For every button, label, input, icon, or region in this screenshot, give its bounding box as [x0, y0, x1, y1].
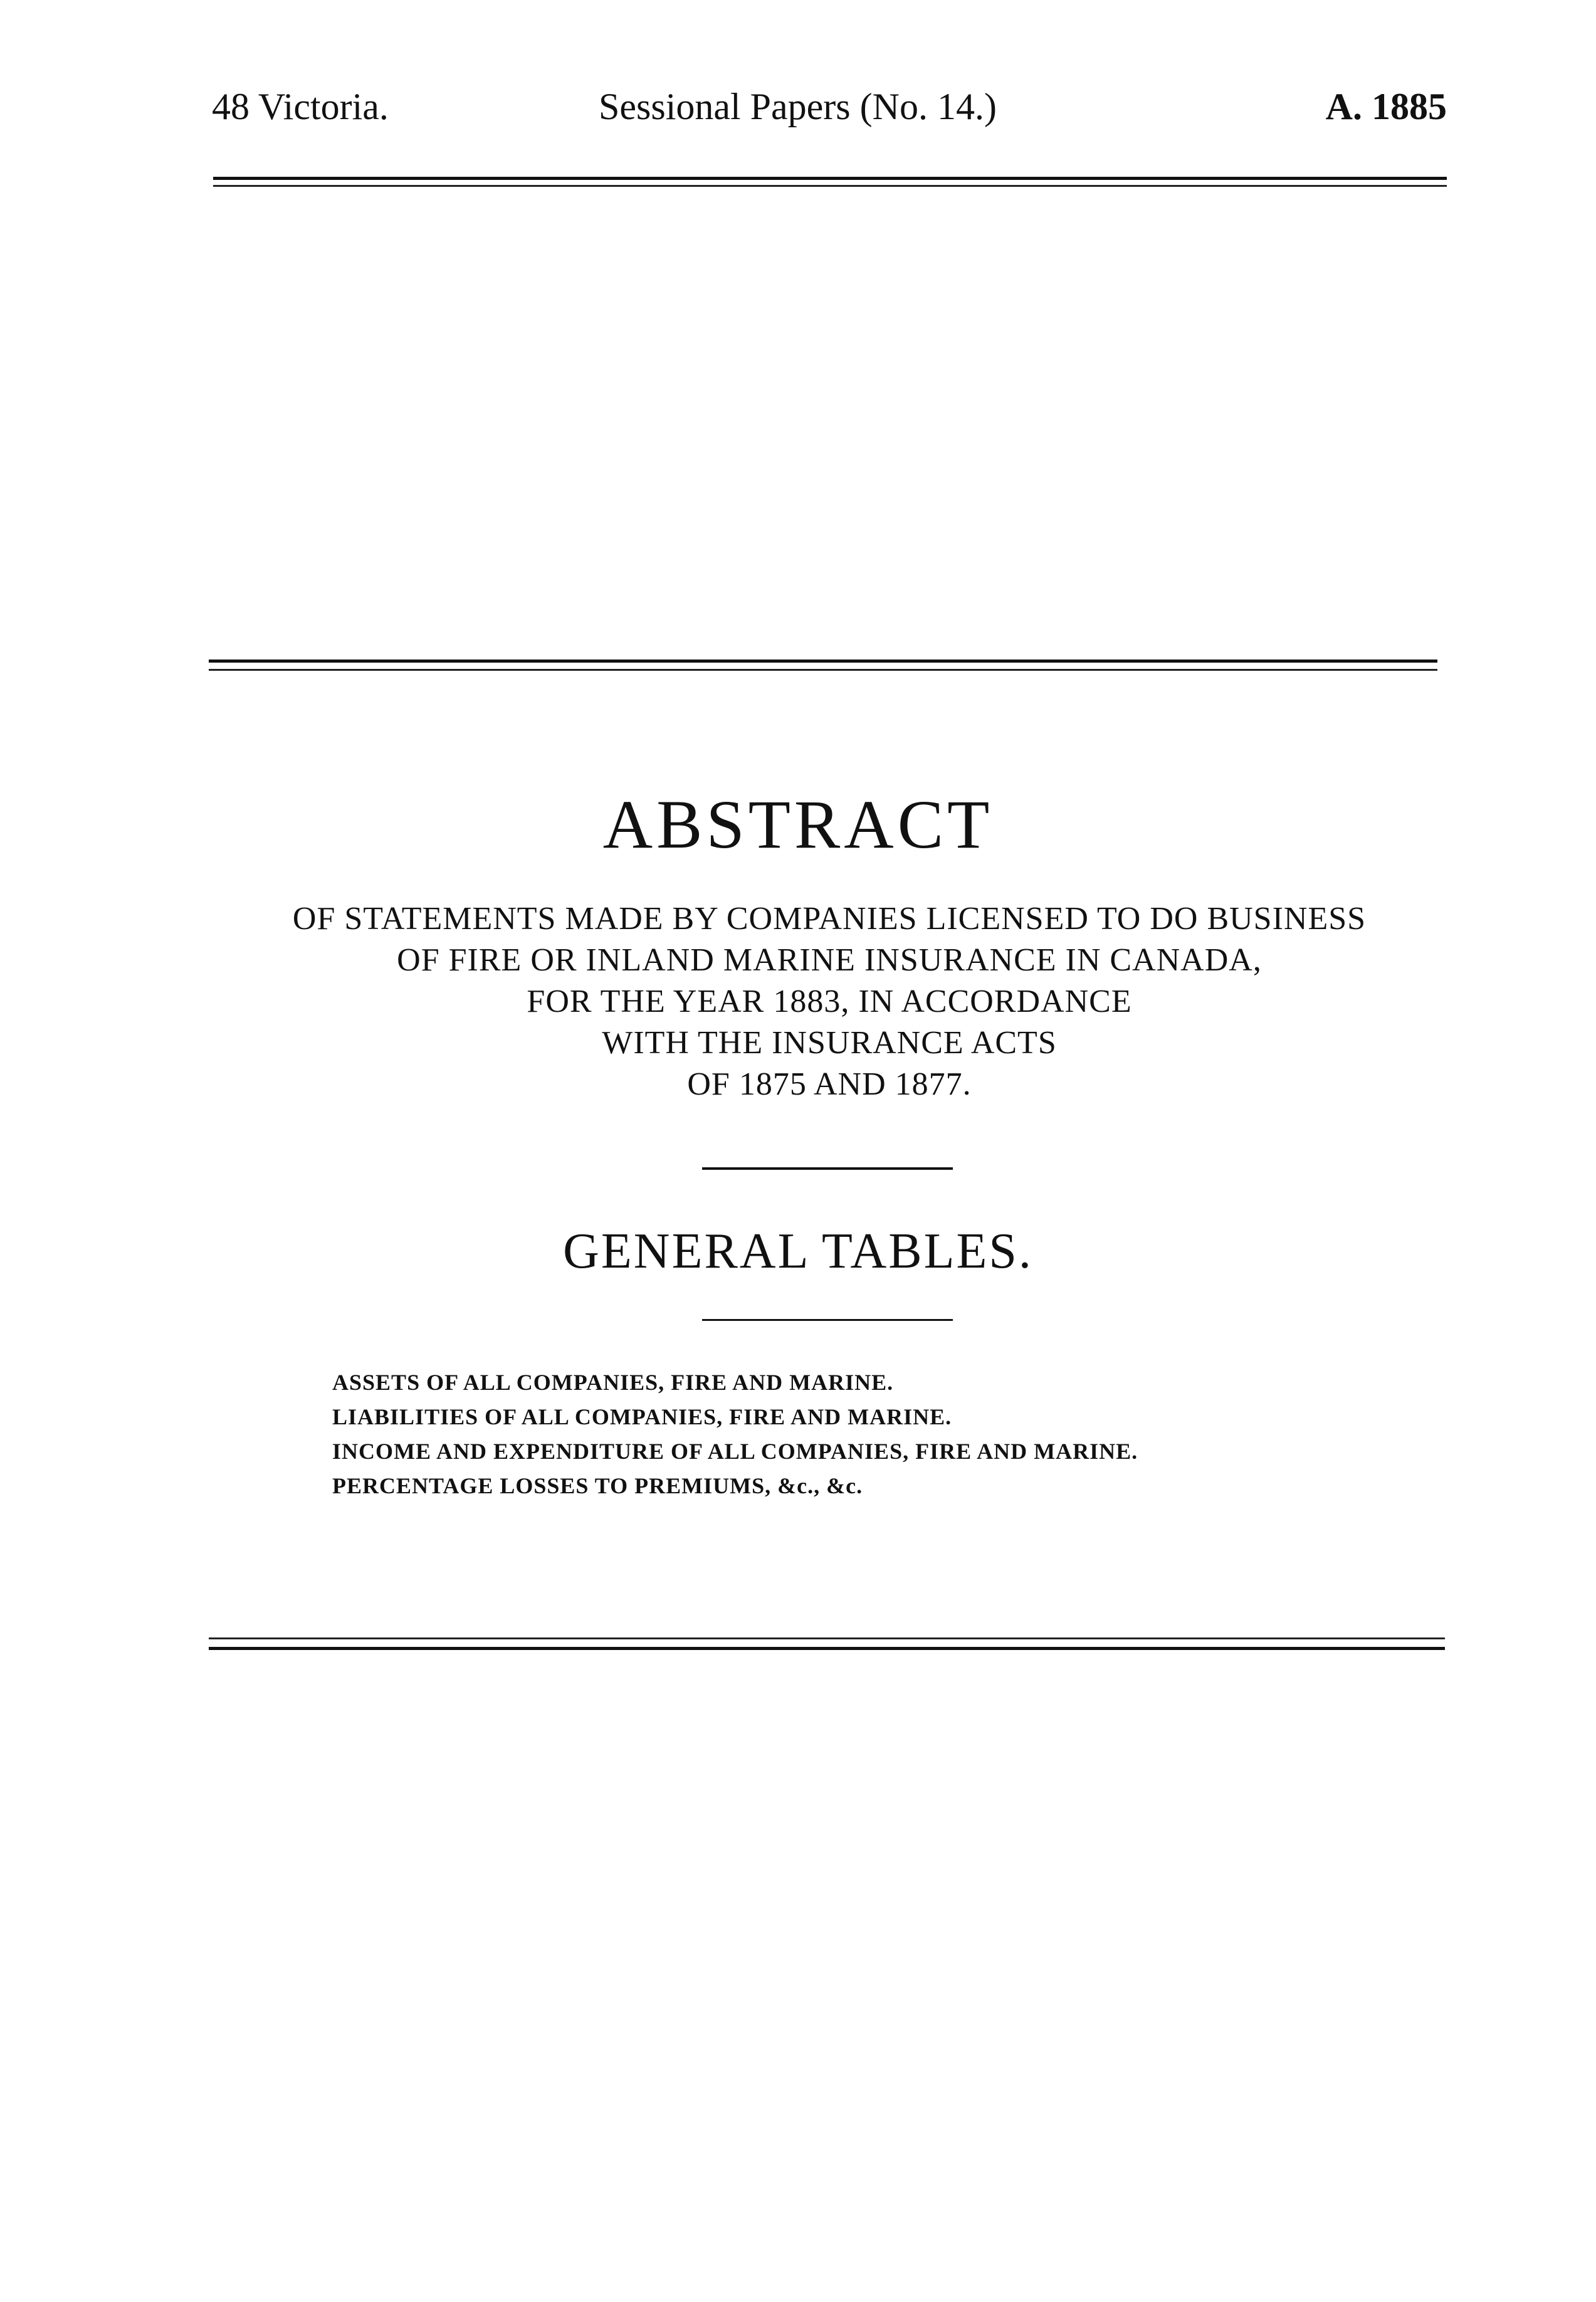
subtitle-line: OF STATEMENTS MADE BY COMPANIES LICENSED TO DO BUSINESS	[292, 901, 1367, 937]
contents-item: PERCENTAGE LOSSES TO PREMIUMS, &c., &c.	[332, 1473, 863, 1498]
subtitle-line: WITH THE INSURANCE ACTS	[602, 1025, 1057, 1061]
subtitle-line: FOR THE YEAR 1883, IN ACCORDANCE	[527, 984, 1132, 1019]
rule-line	[209, 1647, 1445, 1650]
rule-line	[209, 669, 1437, 671]
rule-line	[213, 177, 1447, 180]
header-double-rule	[213, 177, 1447, 187]
header-year: A. 1885	[1325, 86, 1447, 127]
rule-line	[213, 185, 1447, 187]
subtitle-line: OF 1875 AND 1877.	[687, 1066, 972, 1102]
document-title: ABSTRACT	[602, 786, 994, 863]
rule-line	[209, 660, 1437, 663]
footer-double-rule	[209, 1637, 1445, 1650]
header-session: 48 Victoria.	[212, 86, 389, 127]
contents-item: LIABILITIES OF ALL COMPANIES, FIRE AND MARINE.	[332, 1404, 952, 1429]
document-subtitle	[199, 898, 1459, 1105]
section-divider	[702, 1167, 953, 1170]
header-paper-title: Sessional Papers (No. 14.)	[599, 86, 997, 127]
rule-line	[209, 1637, 1445, 1639]
section-heading: GENERAL TABLES.	[563, 1224, 1033, 1279]
section-divider	[702, 1319, 953, 1321]
contents-item: ASSETS OF ALL COMPANIES, FIRE AND MARINE.	[332, 1370, 894, 1395]
title-top-double-rule	[209, 660, 1437, 671]
subtitle-line: OF FIRE OR INLAND MARINE INSURANCE IN CANADA,	[397, 942, 1262, 978]
contents-list	[332, 1365, 1138, 1503]
contents-item: INCOME AND EXPENDITURE OF ALL COMPANIES, FIRE AND MARINE.	[332, 1439, 1138, 1464]
